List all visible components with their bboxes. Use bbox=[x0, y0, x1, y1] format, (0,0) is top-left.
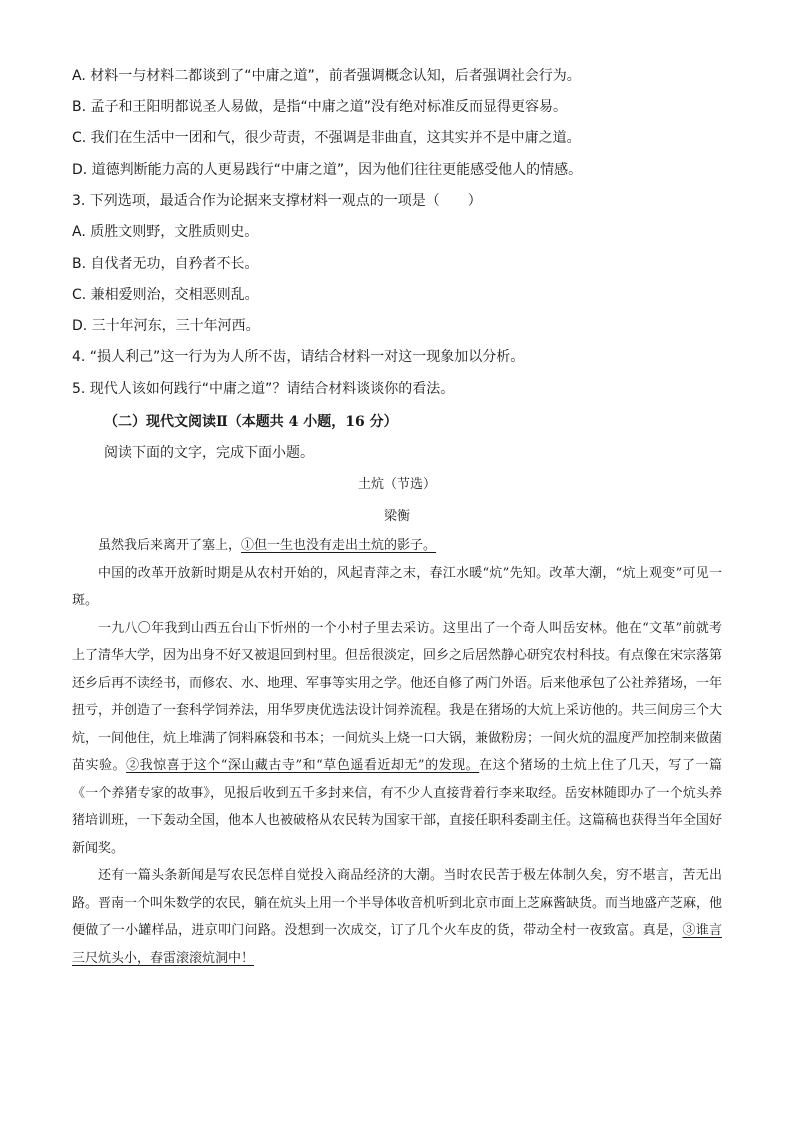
question-3-option-c: C. 兼相爱则治，交相恶则乱。 bbox=[72, 287, 259, 303]
question-5: 5. 现代人该如何践行“中庸之道”？请结合材料谈谈你的看法。 bbox=[72, 381, 455, 397]
option-a: A. 材料一与材料二都谈到了“中庸之道”，前者强调概念认知，后者强调社会行为。 bbox=[72, 68, 581, 84]
question-4: 4. “损人利己”这一行为为人所不齿，请结合材料一对这一现象加以分析。 bbox=[72, 349, 525, 365]
article-title: 土炕（节选） bbox=[357, 477, 436, 492]
question-3: 3. 下列选项，最适合作为论据来支撑材料一观点的一项是（ ） bbox=[72, 193, 482, 209]
article-paragraph: 虽然我后来离开了塞上，①但一生也没有走出土炕的影子。 bbox=[98, 538, 437, 553]
article-author: 梁衡 bbox=[383, 509, 410, 524]
question-3-option-b: B. 自伐者无功，自矜者不长。 bbox=[72, 256, 259, 272]
section-heading: （二）现代文阅读Ⅱ（本题共 4 小题，16 分） bbox=[104, 414, 398, 430]
article-paragraph: 中国的改革开放新时期是从农村开始的，风起青萍之末，春江水暖“炕”先知。改革大潮，“炕上观变”可见一斑。 bbox=[72, 565, 722, 608]
question-3-option-a: A. 质胜文则野，文胜质则史。 bbox=[72, 224, 259, 240]
underlined-sentence-1: ①但一生也没有走出土炕的影子。 bbox=[241, 538, 437, 553]
option-c: C. 我们在生活中一团和气，很少苛责，不强调是非曲直，这其实并不是中庸之道。 bbox=[72, 130, 581, 146]
option-d: D. 道德判断能力高的人更易践行“中庸之道”，因为他们往往更能感受他人的情感。 bbox=[72, 162, 583, 178]
article-body bbox=[72, 532, 722, 972]
article-paragraph: 一九八〇年我到山西五台山下忻州的一个小村子里去采访。这里出了一个奇人叫岳安林。他在“文革”前就考上了清华大学，因为出身不好又被退回到村里。但岳很淡定，回乡之后居然静心研究农村科技。有点像在宋宗落第还乡后再不读经书，而修农、水、地理、军事等实用之学。他还自修了两门外语。后来他承包了公社养猪场，一年扭亏，并创造了一套科学饲养法，用华罗庚优选法设计饲养流程。我是在猪场的大炕上采访他的。共三间房三个大炕，一间他住，炕上堆满了饲料麻袋和书本；一间炕头上烧一口大锅，兼做粉房；一间火炕的温度严加控制来做菌苗实验。②我惊喜于这个“深山藏古寺”和“草色遥看近却无”的发现。在这个猪场的土炕上住了几天，写了一篇《一个养猪专家的故事》，见报后收到五千多封来信，有不少人直接背着行李来取经。岳安林随即办了一个炕头养猪培训班，一下轰动全国，他本人也被破格从农民转为国家干部，直接任职科委副主任。这篇稿也获得当年全国好新闻奖。 bbox=[72, 620, 723, 856]
question-3-option-d: D. 三十年河东，三十年河西。 bbox=[72, 318, 260, 334]
underlined-sentence-3: ③谁言三尺炕头小，春雷滚滚炕洞中！ bbox=[72, 923, 722, 966]
option-b: B. 孟子和王阳明都说圣人易做，是指“中庸之道”没有绝对标准反而显得更容易。 bbox=[72, 99, 568, 115]
reading-instruction: 阅读下面的文字，完成下面小题。 bbox=[104, 445, 314, 461]
article-paragraph: 还有一篇头条新闻是写农民怎样自觉投入商品经济的大潮。当时农民苦于极左体制久矣，穷不堪言，苦无出路。晋南一个叫朱数学的农民，躺在炕头上用一个半导体收音机听到北京市面上芝麻酱缺货。而当地盛产芝麻，他便做了一小罐样品，进京叩门问路。没想到一次成交，订了几个火车皮的货，带动全村一夜致富。真是，③谁言三尺炕头小，春雷滚滚炕洞中！ bbox=[72, 868, 723, 966]
underlined-sentence-2: ②我惊喜于这个“深山藏古寺”和“草色遥看近却无”的发现。 bbox=[126, 758, 480, 773]
